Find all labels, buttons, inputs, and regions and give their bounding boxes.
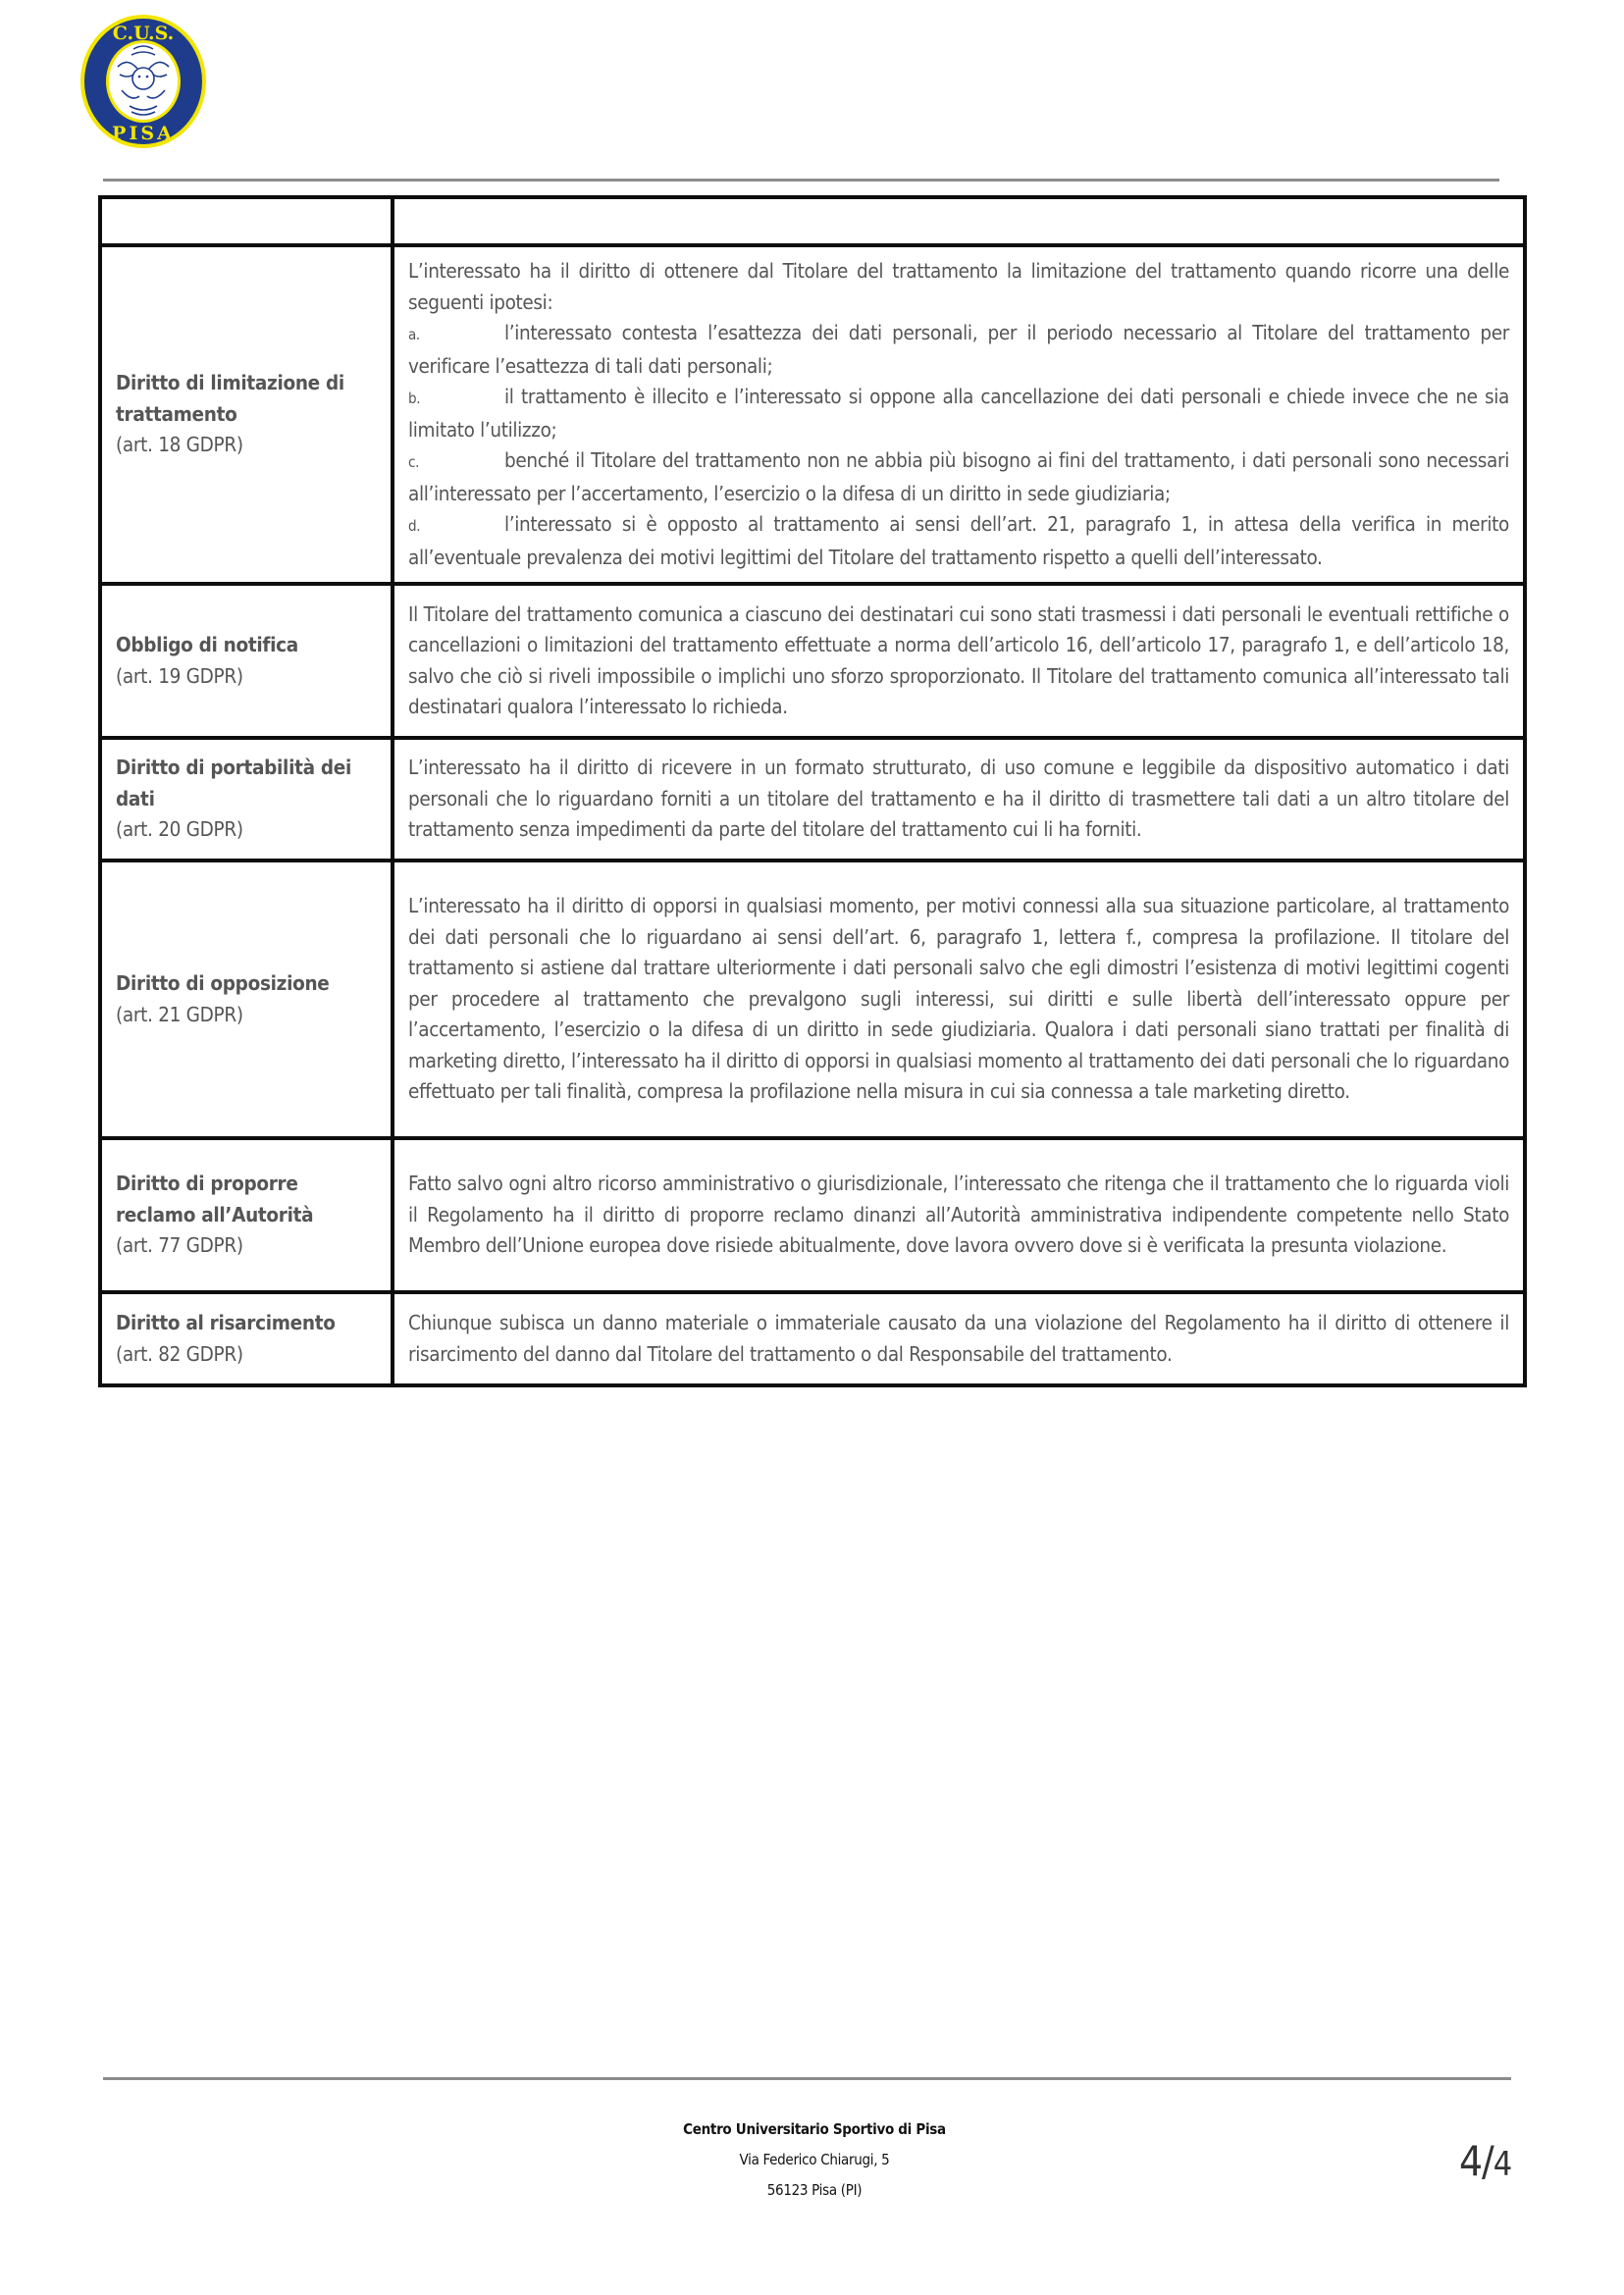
- right-description-cell: [393, 861, 1525, 1138]
- table-row: [100, 861, 1525, 1138]
- description-text: L’interessato ha il diritto di opporsi in qualsiasi momento, per motivi connessi alla sua situazione particolare, al trattamento dei dati personali che lo riguardano ai sensi dell’art. 6, paragrafo 1, lettera f., compresa la profilazione. Il titolare del trattamento si astiene dal trattare ulteriormente i dati personali salvo che egli dimostri l’esistenza di motivi legittimi cogenti per procedere al trattamento che prevalgono sugli interessi, sui diritti e sulle libertà dell’interessato oppure per l’accertamento, l’esercizio o la difesa di un diritto in sede giudiziaria. Qualora i dati personali siano trattati per finalità di marketing diretto, l’interessato ha il diritto di opporsi in qualsiasi momento al trattamento dei dati personali che lo riguardano effettuato per tali finalità, compresa la profilazione nella misura in cui sia connessa a tale marketing diretto.: [408, 894, 1509, 1104]
- right-title: Diritto di portabilità dei dati: [116, 756, 352, 810]
- header-cell-right: [393, 197, 1525, 245]
- table-header-row: [100, 197, 1525, 245]
- logo-bottom-text: PISA: [112, 123, 175, 144]
- list-marker: c.: [408, 453, 420, 471]
- right-title: Diritto di limitazione di trattamento: [116, 371, 344, 426]
- footer-organization: Centro Universitario Sportivo di Pisa: [683, 2120, 946, 2138]
- cus-pisa-logo: [79, 12, 208, 151]
- right-description-cell: [393, 738, 1525, 861]
- table-row: [100, 245, 1525, 584]
- page-current: 4: [1459, 2137, 1483, 2185]
- logo-emblem-icon: [79, 12, 208, 151]
- description-text: L’interessato ha il diritto di ricevere in un formato strutturato, di uso comune e leggibile da dispositivo automatico i dati personali che lo riguardano forniti a un titolare del trattamento e ha il diritto di trasmettere tali dati a un altro titolare del trattamento senza impedimenti da parte del titolare del trattamento cui li ha forniti.: [408, 756, 1509, 842]
- right-title: Diritto di opposizione: [116, 971, 330, 995]
- right-description-cell: [393, 584, 1525, 738]
- right-description-cell: [393, 1292, 1525, 1385]
- list-item: [408, 509, 1509, 573]
- table-row: [100, 1138, 1525, 1292]
- right-name-cell: [100, 584, 393, 738]
- right-name-cell: [100, 738, 393, 861]
- description-text: Il Titolare del trattamento comunica a ciascuno dei destinatari cui sono stati trasmessi i dati personali le eventuali rettifiche o cancellazioni o limitazioni del trattamento effettuate a norma dell’articolo 16, dell’articolo 17, paragrafo 1, e dell’articolo 18, salvo che ciò si riveli impossibile o implichi uno sforzo sproporzionato. Il Titolare del trattamento comunica all’interessato tali destinatari qualora l’interessato lo richieda.: [408, 601, 1509, 718]
- list-item: [408, 318, 1509, 382]
- right-title: Obbligo di notifica: [116, 633, 298, 656]
- right-name-cell: [100, 245, 393, 584]
- article-reference: (art. 77 GDPR): [116, 1233, 243, 1258]
- article-reference: (art. 18 GDPR): [116, 433, 243, 457]
- article-reference: (art. 19 GDPR): [116, 663, 243, 688]
- logo-top-text: C.U.S.: [112, 23, 175, 44]
- article-reference: (art. 20 GDPR): [116, 817, 243, 842]
- right-name-cell: [100, 1138, 393, 1292]
- footer-address: [550, 2114, 1079, 2206]
- description-intro: L’interessato ha il diritto di ottenere dal Titolare del trattamento la limitazione del trattamento quando ricorre una delle seguenti ipotesi:: [408, 259, 1509, 314]
- footer-city: 56123 Pisa (PI): [766, 2181, 863, 2199]
- list-item-text: l’interessato contesta l’esattezza dei dati personali, per il periodo necessario al Titolare del trattamento per verificare l’esattezza di tali dati personali;: [408, 321, 1509, 378]
- description-text: Chiunque subisca un danno materiale o immateriale causato da una violazione del Regolamento ha il diritto di ottenere il risarcimento del danno dal Titolare del trattamento o dal Responsabile del trattamento.: [408, 1311, 1509, 1366]
- list-item-text: l’interessato si è opposto al trattamento ai sensi dell’art. 21, paragrafo 1, in attesa della verifica in merito all’eventuale prevalenza dei motivi legittimi del Titolare del trattamento rispetto a quelli dell’interessato.: [408, 512, 1509, 569]
- right-description-cell: [393, 245, 1525, 584]
- right-title: Diritto al risarcimento: [116, 1311, 336, 1334]
- table-row: [100, 1292, 1525, 1385]
- list-item: [408, 382, 1509, 445]
- right-name-cell: [100, 861, 393, 1138]
- list-marker: d.: [408, 517, 421, 535]
- footer-street: Via Federico Chiarugi, 5: [739, 2151, 890, 2168]
- description-text: Fatto salvo ogni altro ricorso amministrativo o giurisdizionale, l’interessato che ritenga che il trattamento che lo riguarda violi il Regolamento ha il diritto di proporre reclamo dinanzi all’Autorità amministrativa indipendente competente nello Stato Membro dell’Unione europea dove risiede abitualmente, dove lavora ovvero dove si è verificata la presunta violazione.: [408, 1172, 1509, 1258]
- page-total: 4: [1493, 2145, 1512, 2184]
- gdpr-rights-table: [98, 195, 1527, 1387]
- article-reference: (art. 82 GDPR): [116, 1341, 243, 1366]
- table-row: [100, 584, 1525, 738]
- right-description-cell: [393, 1138, 1525, 1292]
- page-separator: /: [1482, 2137, 1493, 2185]
- page-number: [1459, 2137, 1511, 2185]
- footer-divider: [103, 2077, 1511, 2080]
- list-item: [408, 445, 1509, 509]
- table-row: [100, 738, 1525, 861]
- list-item-text: il trattamento è illecito e l’interessato si oppone alla cancellazione dei dati personali e chiede invece che ne sia limitato l’utilizzo;: [408, 385, 1509, 442]
- right-title: Diritto di proporre reclamo all’Autorità: [116, 1172, 314, 1226]
- article-reference: (art. 21 GDPR): [116, 1002, 243, 1026]
- header-cell-left: [100, 197, 393, 245]
- list-item-text: benché il Titolare del trattamento non ne abbia più bisogno ai fini del trattamento, i dati personali sono necessari all’interessato per l’accertamento, l’esercizio o la difesa di un diritto in sede giudiziaria;: [408, 448, 1509, 505]
- list-marker: b.: [408, 390, 421, 407]
- header-divider: [103, 179, 1499, 182]
- list-marker: a.: [408, 326, 420, 343]
- right-name-cell: [100, 1292, 393, 1385]
